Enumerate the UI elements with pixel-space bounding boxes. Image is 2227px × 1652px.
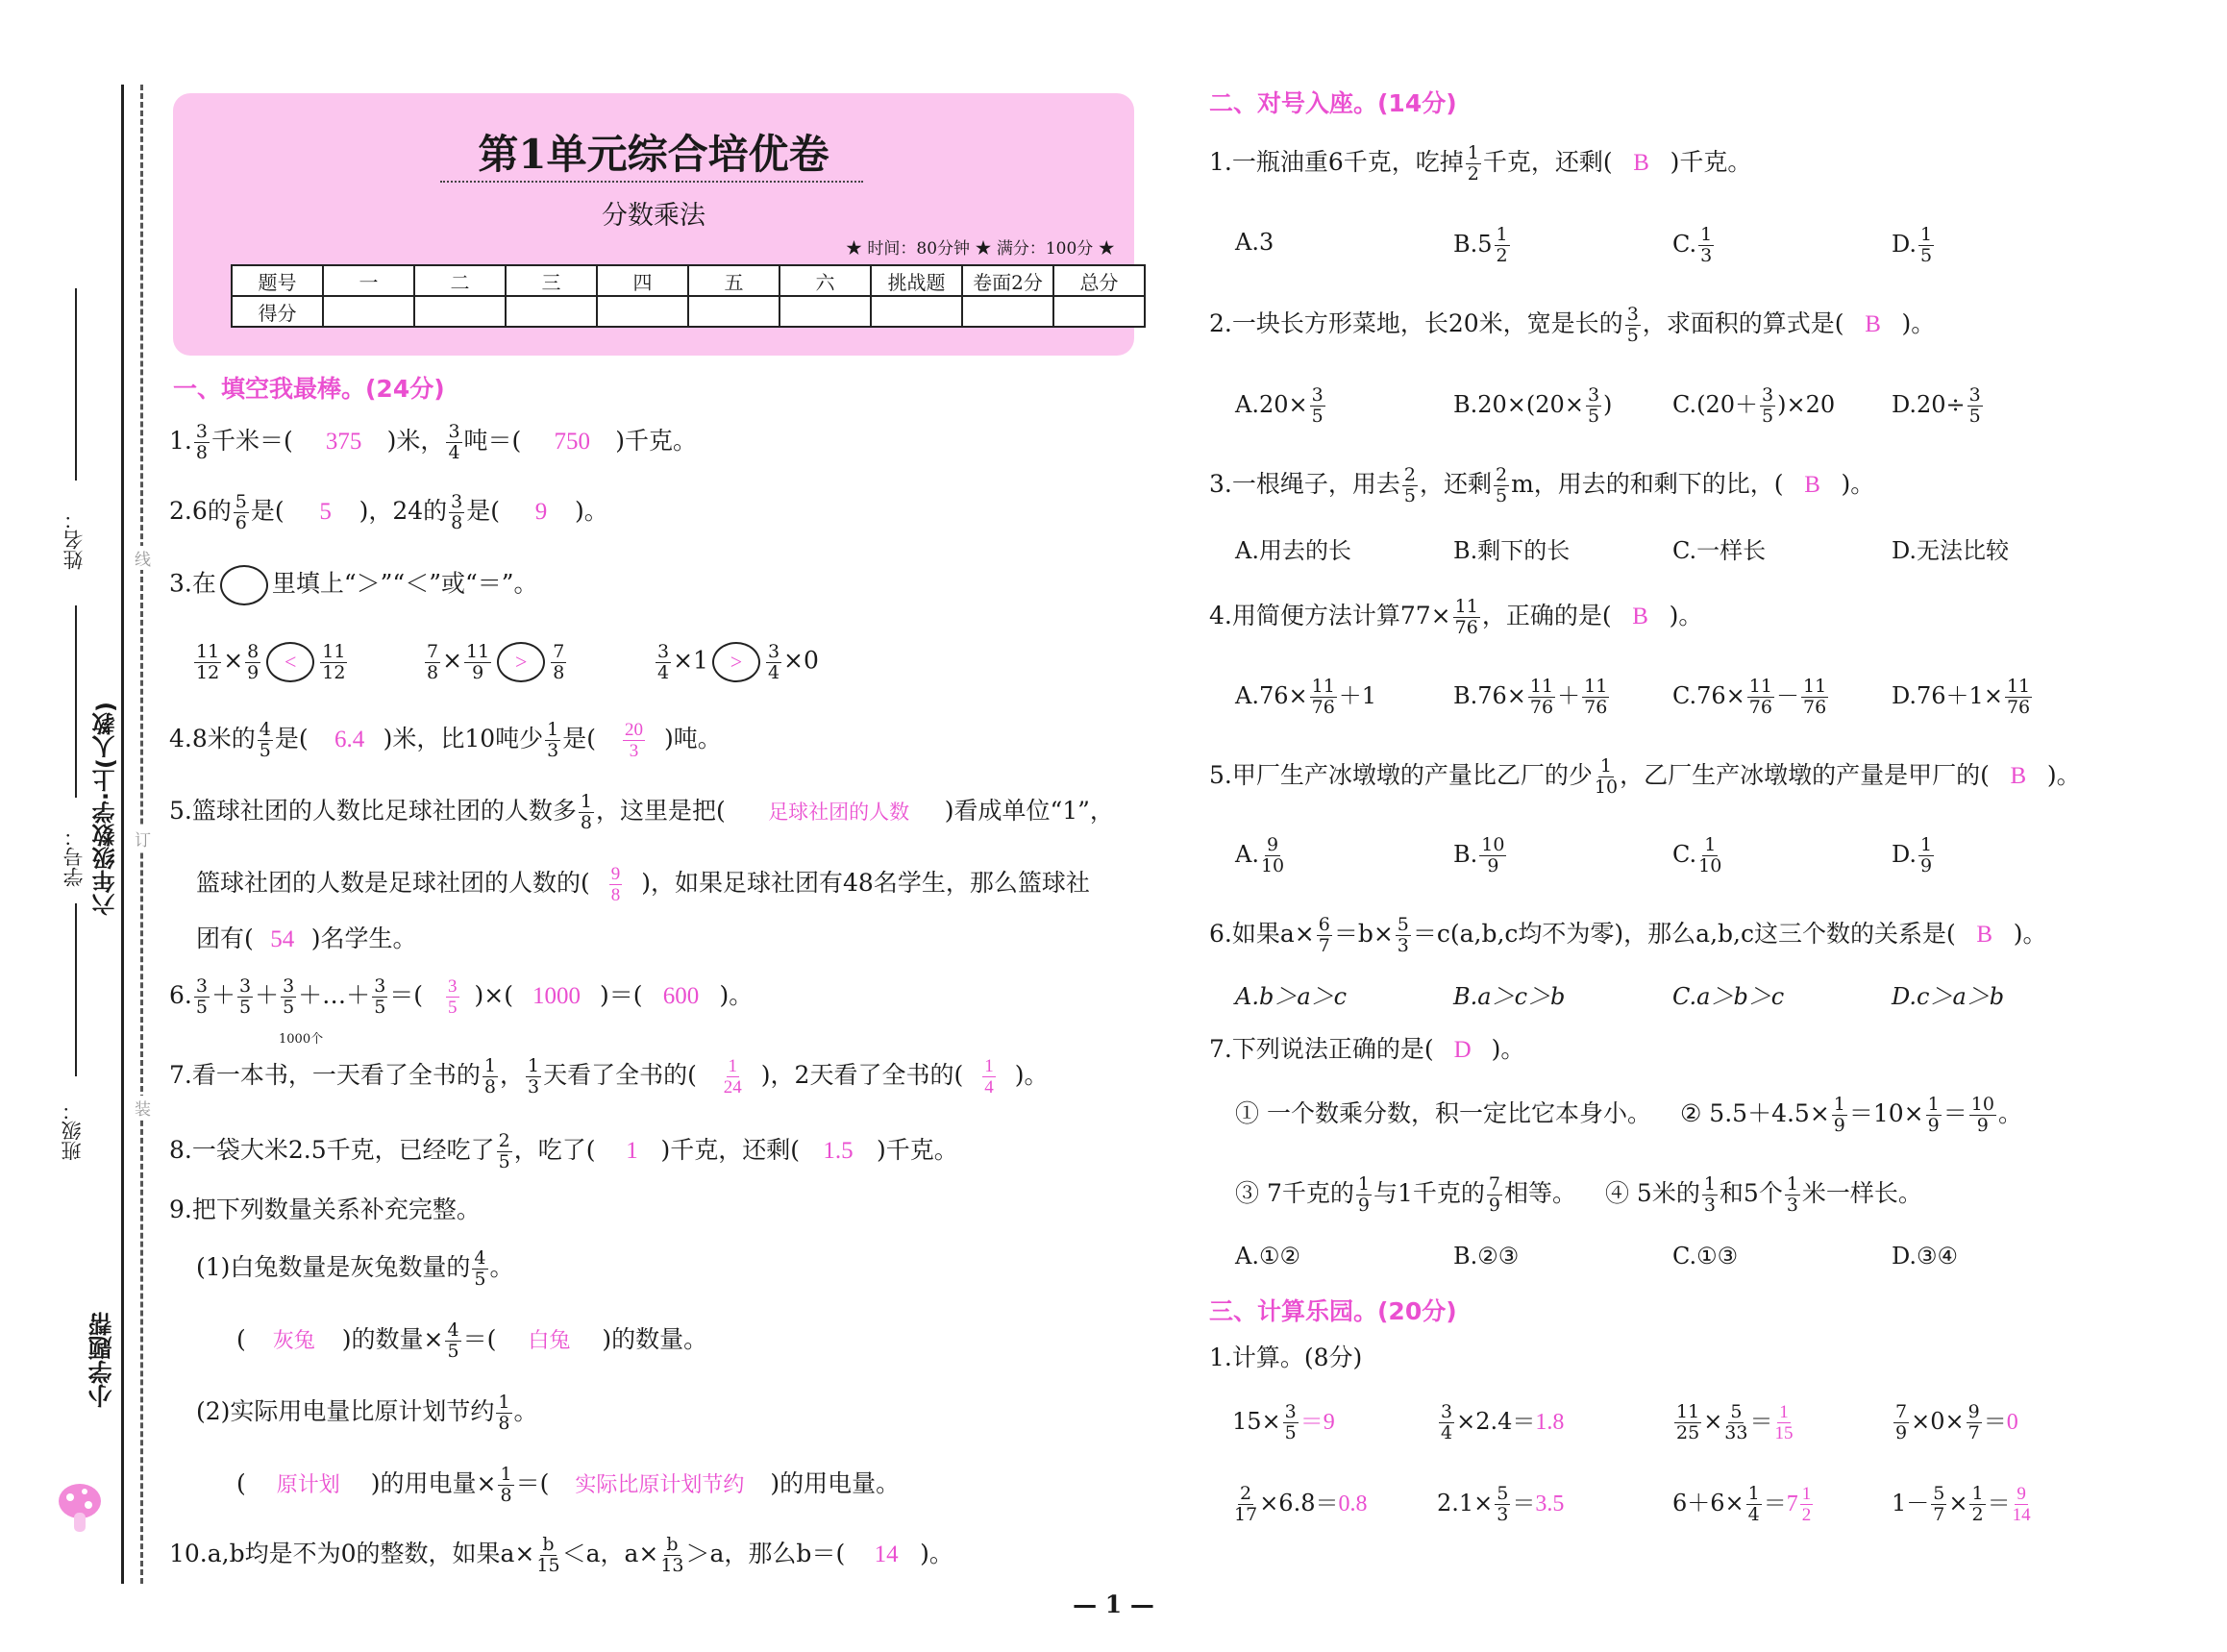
option-c[interactable]: C.①③ [1672,1243,1739,1270]
grade-label: 六年级数学·上(人教) [92,702,119,917]
score-row-label: 得分 [232,296,323,327]
answer[interactable]: D [1453,1037,1472,1063]
cut-word-3: 装 [135,1096,151,1120]
score-table [231,264,1146,328]
answer[interactable]: $\frac{1}{4}$ [984,1056,994,1097]
brace-label: 1000个 [279,1032,324,1047]
answer[interactable]: 原计划 [276,1472,340,1496]
score-header-cell: 六 [779,265,871,296]
q-text: 千米＝( [210,427,293,455]
q-text: )，24的 [359,497,448,525]
answer[interactable]: 6.4 [334,727,365,752]
option-a[interactable]: A. $\frac{9}{10}$ [1235,834,1285,876]
score-cell[interactable] [323,296,414,327]
answer[interactable]: B [1976,922,1993,948]
answer[interactable]: 足球社团的人数 [768,801,910,824]
answer[interactable]: 0 [2006,1410,2018,1435]
q-text: 在 [191,569,216,598]
calc-item: 1－ $\frac{5}{7}$ × $\frac{1}{2}$ ＝ $\frac{9}{14}$ [1892,1483,2031,1525]
option-d[interactable]: D.76＋1× $\frac{11}{76}$ [1892,676,2031,718]
s1-q10: 10.a,b均是不为0的整数，如果a× $\frac{b}{15}$ ＜a，a× $\frac{b}{13}$ ＞a，那么b＝( 14 )。 [169,1534,953,1576]
score-cell[interactable] [414,296,506,327]
score-header-cell: 题号 [232,265,323,296]
s1-q7: 7.看一本书，一天看了全书的 $\frac{1}{8}$ ， $\frac{1}{3}$ 天看了全书的( $\frac{1}{24}$ )，2天看了全书的( $\frac{1}{4}$ )。 [169,1055,1049,1097]
s2-q6: 6.如果a× $\frac{6}{7}$ ＝b× $\frac{5}{3}$ ＝c(a,b,c均不为零)，那么a,b,c这三个数的关系是( B )。 [1209,914,2047,956]
s1-q6: 6. $\frac{3}{5}$ ＋ $\frac{3}{5}$ ＋ $\frac{3}{5}$ ＋…＋ $\frac{3}{5}$ ＝( $\frac{3}{5}$ )×( 1000 )＝( 600 )。 [169,975,754,1018]
mushroom-logo-icon [56,1480,104,1528]
option-d[interactable]: D.③④ [1892,1243,1959,1270]
answer[interactable]: $\frac{1}{24}$ [723,1056,742,1097]
option-d[interactable]: D.c＞a＞b [1892,983,2005,1010]
answer[interactable]: 375 [325,429,362,455]
answer[interactable]: $\frac{3}{5}$ [448,976,458,1018]
answer[interactable]: 灰兔 [272,1328,315,1352]
answer[interactable]: $\frac{1}{15}$ [1774,1402,1794,1443]
cut-word-2: 订 [135,826,151,851]
q-num: 3. [169,569,192,598]
q-text: )米， [386,427,445,455]
answer[interactable]: B [1865,311,1881,337]
s1-q5-line3: 团有( 54 )名学生。 [196,923,417,956]
s1-q9-p2-fill: ( 原计划 )的用电量× $\frac{1}{8}$ ＝( 实际比原计划节约 )的用电量。 [236,1464,901,1506]
answer[interactable]: 1.5 [823,1138,854,1164]
s1-q3-item1: $\frac{11}{12}$ × $\frac{8}{9}$ < $\frac{11}{12}$ [196,640,346,683]
calc-item: $\frac{2}{17}$ ×6.8＝0.8 [1234,1483,1368,1525]
answer[interactable]: $\frac{9}{8}$ [610,864,621,905]
option-a[interactable]: A.3 [1235,229,1274,256]
answer[interactable]: 白兔 [528,1328,571,1352]
class-blank[interactable] [75,903,77,1076]
answer[interactable]: B [1633,150,1649,176]
score-cell[interactable] [779,296,871,327]
option-d[interactable]: D. $\frac{1}{9}$ [1892,834,1933,876]
calc-item: $\frac{7}{9}$ ×0× $\frac{9}{7}$ ＝0 [1895,1401,2018,1443]
option-c[interactable]: C.(20＋ $\frac{3}{5}$ )×20 [1672,384,1836,427]
score-header-cell: 三 [506,265,597,296]
q-text: )千克。 [615,427,698,455]
fraction: $\frac{5}{6}$ [235,491,247,533]
s1-q1 [169,423,697,462]
q-text: 6的 [191,497,232,525]
answer[interactable]: 9 [1323,1410,1335,1435]
s1-q3-item2: $\frac{7}{8}$ × $\frac{11}{9}$ > $\frac{7}{8}$ [427,640,565,683]
student-no-label: 学号： [62,826,86,887]
calc-item: $\frac{3}{4}$ ×2.4＝1.8 [1441,1401,1565,1443]
fraction: $\frac{3}{4}$ [448,421,460,463]
fraction: $\frac{3}{8}$ [451,491,463,533]
answer[interactable]: 1000 [532,983,581,1009]
option-b[interactable]: B.76× $\frac{11}{76}$ ＋ $\frac{11}{76}$ [1453,676,1608,718]
q-text: 是( [466,497,501,525]
score-header-cell: 卷面2分 [962,265,1053,296]
answer[interactable]: B [1632,604,1648,629]
q-text: 是( [250,497,285,525]
s1-q3 [169,565,538,605]
page-number: — 1 — [1073,1590,1154,1618]
score-cell[interactable] [871,296,962,327]
option-c[interactable]: C. $\frac{1}{3}$ [1672,224,1713,266]
student-no-blank[interactable] [75,605,77,798]
answer[interactable]: 实际比原计划节约 [575,1472,745,1496]
compare-answer[interactable]: < [266,642,314,682]
option-d[interactable]: D. $\frac{1}{5}$ [1892,224,1933,266]
class-label: 班级： [61,1100,84,1161]
page-title: 第1单元综合培优卷 [478,131,829,178]
s1-q3-item3: $\frac{3}{4}$ ×1 > $\frac{3}{4}$ ×0 [657,640,819,683]
option-c[interactable]: C.a＞b＞c [1672,983,1785,1010]
title-underline [440,181,863,183]
option-d[interactable]: D.无法比较 [1892,537,2010,564]
s2-q3: 3.一根绳子，用去 $\frac{2}{5}$ ，还剩 $\frac{2}{5}$ m，用去的和剩下的比，( B )。 [1209,464,1875,506]
s2-q2: 2.一块长方形菜地，长20米，宽是长的 $\frac{3}{5}$ ，求面积的算式是( B )。 [1209,304,1936,346]
calc-item: 6＋6× $\frac{1}{4}$ ＝7 $\frac{1}{2}$ [1672,1483,1812,1525]
calc-item: 15× $\frac{3}{5}$ ＝9 [1232,1401,1335,1443]
answer[interactable]: 750 [554,429,590,455]
s1-q9: 9.把下列数量关系补充完整。 [169,1196,481,1223]
s2-q4: 4.用简便方法计算77× $\frac{11}{76}$ ，正确的是( B )。 [1209,596,1703,638]
option-b[interactable]: B.20×(20× $\frac{3}{5}$ ) [1453,384,1613,427]
answer[interactable]: 7 [1786,1492,1798,1516]
s1-q5-line2: 篮球社团的人数是足球社团的人数的( $\frac{9}{8}$ )，如果足球社团有48名学生，那么篮球社 [196,864,1090,905]
page-subtitle: 分数乘法 [602,201,705,231]
section3-title: 三、计算乐园。(20分) [1209,1297,1457,1325]
option-a[interactable]: A.b＞a＞c [1235,983,1348,1010]
q-text: )。 [574,497,608,525]
score-header-cell: 挑战题 [871,265,962,296]
name-label: 姓名： [62,509,86,570]
option-a[interactable]: A.20× $\frac{3}{5}$ [1235,384,1324,427]
bubble-shape-icon [220,565,268,605]
q-text: 吨＝( [463,427,522,455]
option-a[interactable]: A.①② [1235,1243,1300,1270]
option-a[interactable]: A.76× $\frac{11}{76}$ ＋1 [1235,676,1377,718]
s1-q9-p1: (1)白兔数量是灰兔数量的 $\frac{4}{5}$ 。 [196,1247,514,1290]
answer[interactable]: B [1804,472,1820,498]
answer[interactable]: 9 [534,499,548,525]
answer[interactable]: 600 [662,983,700,1009]
score-header-cell: 一 [323,265,414,296]
answer[interactable]: $\frac{1}{2}$ [1801,1484,1812,1525]
score-header-cell: 五 [688,265,779,296]
calc-item: 2.1× $\frac{5}{3}$ ＝3.5 [1437,1483,1565,1525]
calc-item: $\frac{11}{25}$ × $\frac{5}{33}$ ＝ $\frac{1}{15}$ [1676,1401,1794,1443]
score-cell[interactable] [597,296,688,327]
option-d[interactable]: D.20÷ $\frac{3}{5}$ [1892,384,1981,427]
cut-word-1: 线 [135,546,151,570]
section2-title: 二、对号入座。(14分) [1209,89,1457,117]
s3-sub-title: 1.计算。(8分) [1209,1344,1363,1371]
option-b[interactable]: B.5 $\frac{1}{2}$ [1453,224,1508,266]
q-num: 1. [169,427,192,455]
option-c[interactable]: C. $\frac{1}{10}$ [1672,834,1722,876]
answer[interactable]: $\frac{20}{3}$ [624,720,643,761]
q-text: 里填上“＞”“＜”或“＝”。 [271,569,538,598]
option-b[interactable]: B.②③ [1453,1243,1520,1270]
s2-q1: 1.一瓶油重6千克，吃掉 $\frac{1}{2}$ 千克，还剩( B )千克。 [1209,142,1752,185]
s2-q5: 5.甲厂生产冰墩墩的产量比乙厂的少 $\frac{1}{10}$ ，乙厂生产冰墩墩的产量是甲厂的( B )。 [1209,755,2081,798]
section1-title: 一、填空我最棒。(24分) [173,375,445,403]
option-a[interactable]: A.用去的长 [1235,537,1351,564]
answer[interactable]: 0.8 [1338,1492,1368,1516]
option-b[interactable]: B. $\frac{10}{9}$ [1453,834,1505,876]
s2-q7-statements-2: ③ 7千克的 $\frac{1}{9}$ 与1千克的 $\frac{7}{9}$ 相等。 ④ 5米的 $\frac{1}{3}$ 和5个 $\frac{1}{3}$ 米一样长。 [1235,1173,1922,1216]
answer[interactable]: $\frac{9}{14}$ [2012,1484,2031,1525]
s1-q4: 4.8米的 $\frac{4}{5}$ 是( 6.4 )米，比10吨少 $\frac{1}{3}$ 是( $\frac{20}{3}$ )吨。 [169,719,722,761]
score-header-cell: 二 [414,265,506,296]
option-b[interactable]: B.a＞c＞b [1453,983,1566,1010]
score-cell[interactable] [506,296,597,327]
s1-q5-line1: 5.篮球社团的人数比足球社团的人数多 $\frac{1}{8}$ ，这里是把( 足球社团的人数 )看成单位“1”， [169,791,1114,833]
compare-answer[interactable]: > [497,642,545,682]
s1-q8: 8.一袋大米2.5千克，已经吃了 $\frac{2}{5}$ ，吃了( 1 )千克，还剩( 1.5 )千克。 [169,1130,958,1172]
fraction: $\frac{3}{8}$ [195,421,208,463]
option-b[interactable]: B.剩下的长 [1453,537,1571,564]
s1-q2 [169,493,608,532]
compare-answer[interactable]: > [712,642,760,682]
s2-q7: 7.下列说法正确的是( D )。 [1209,1033,1524,1067]
option-c[interactable]: C.76× $\frac{11}{76}$ － $\frac{11}{76}$ [1672,676,1827,718]
answer[interactable]: 1.8 [1535,1410,1565,1435]
answer[interactable]: 1 [626,1138,638,1164]
q-num: 2. [169,497,192,525]
score-cell[interactable] [688,296,779,327]
exam-meta: ★ 时间：80分钟 ★ 满分：100分 ★ [846,239,1115,259]
score-cell[interactable] [962,296,1053,327]
score-header-cell: 四 [597,265,688,296]
s1-q9-p2: (2)实际用电量比原计划节约 $\frac{1}{8}$ 。 [196,1392,538,1434]
name-blank[interactable] [75,288,77,481]
answer[interactable]: 54 [270,926,295,952]
brand-label: 小学题帮 [87,1312,115,1408]
answer[interactable]: 14 [874,1541,899,1567]
score-cell[interactable] [1053,296,1145,327]
option-c[interactable]: C.一样长 [1672,537,1767,564]
answer[interactable]: B [2010,763,2027,789]
s1-q9-p1-fill: ( 灰兔 )的数量× $\frac{4}{5}$ ＝( 白兔 )的数量。 [236,1319,708,1362]
score-header-cell: 总分 [1053,265,1145,296]
answer[interactable]: 3.5 [1535,1492,1565,1516]
answer[interactable]: 5 [319,499,332,525]
s2-q7-statements-1: ① 一个数乘分数，积一定比它本身小。 ② 5.5＋4.5× $\frac{1}{9}$ ＝10× $\frac{1}{9}$ ＝ $\frac{10}{9}$ 。 [1235,1094,2022,1136]
